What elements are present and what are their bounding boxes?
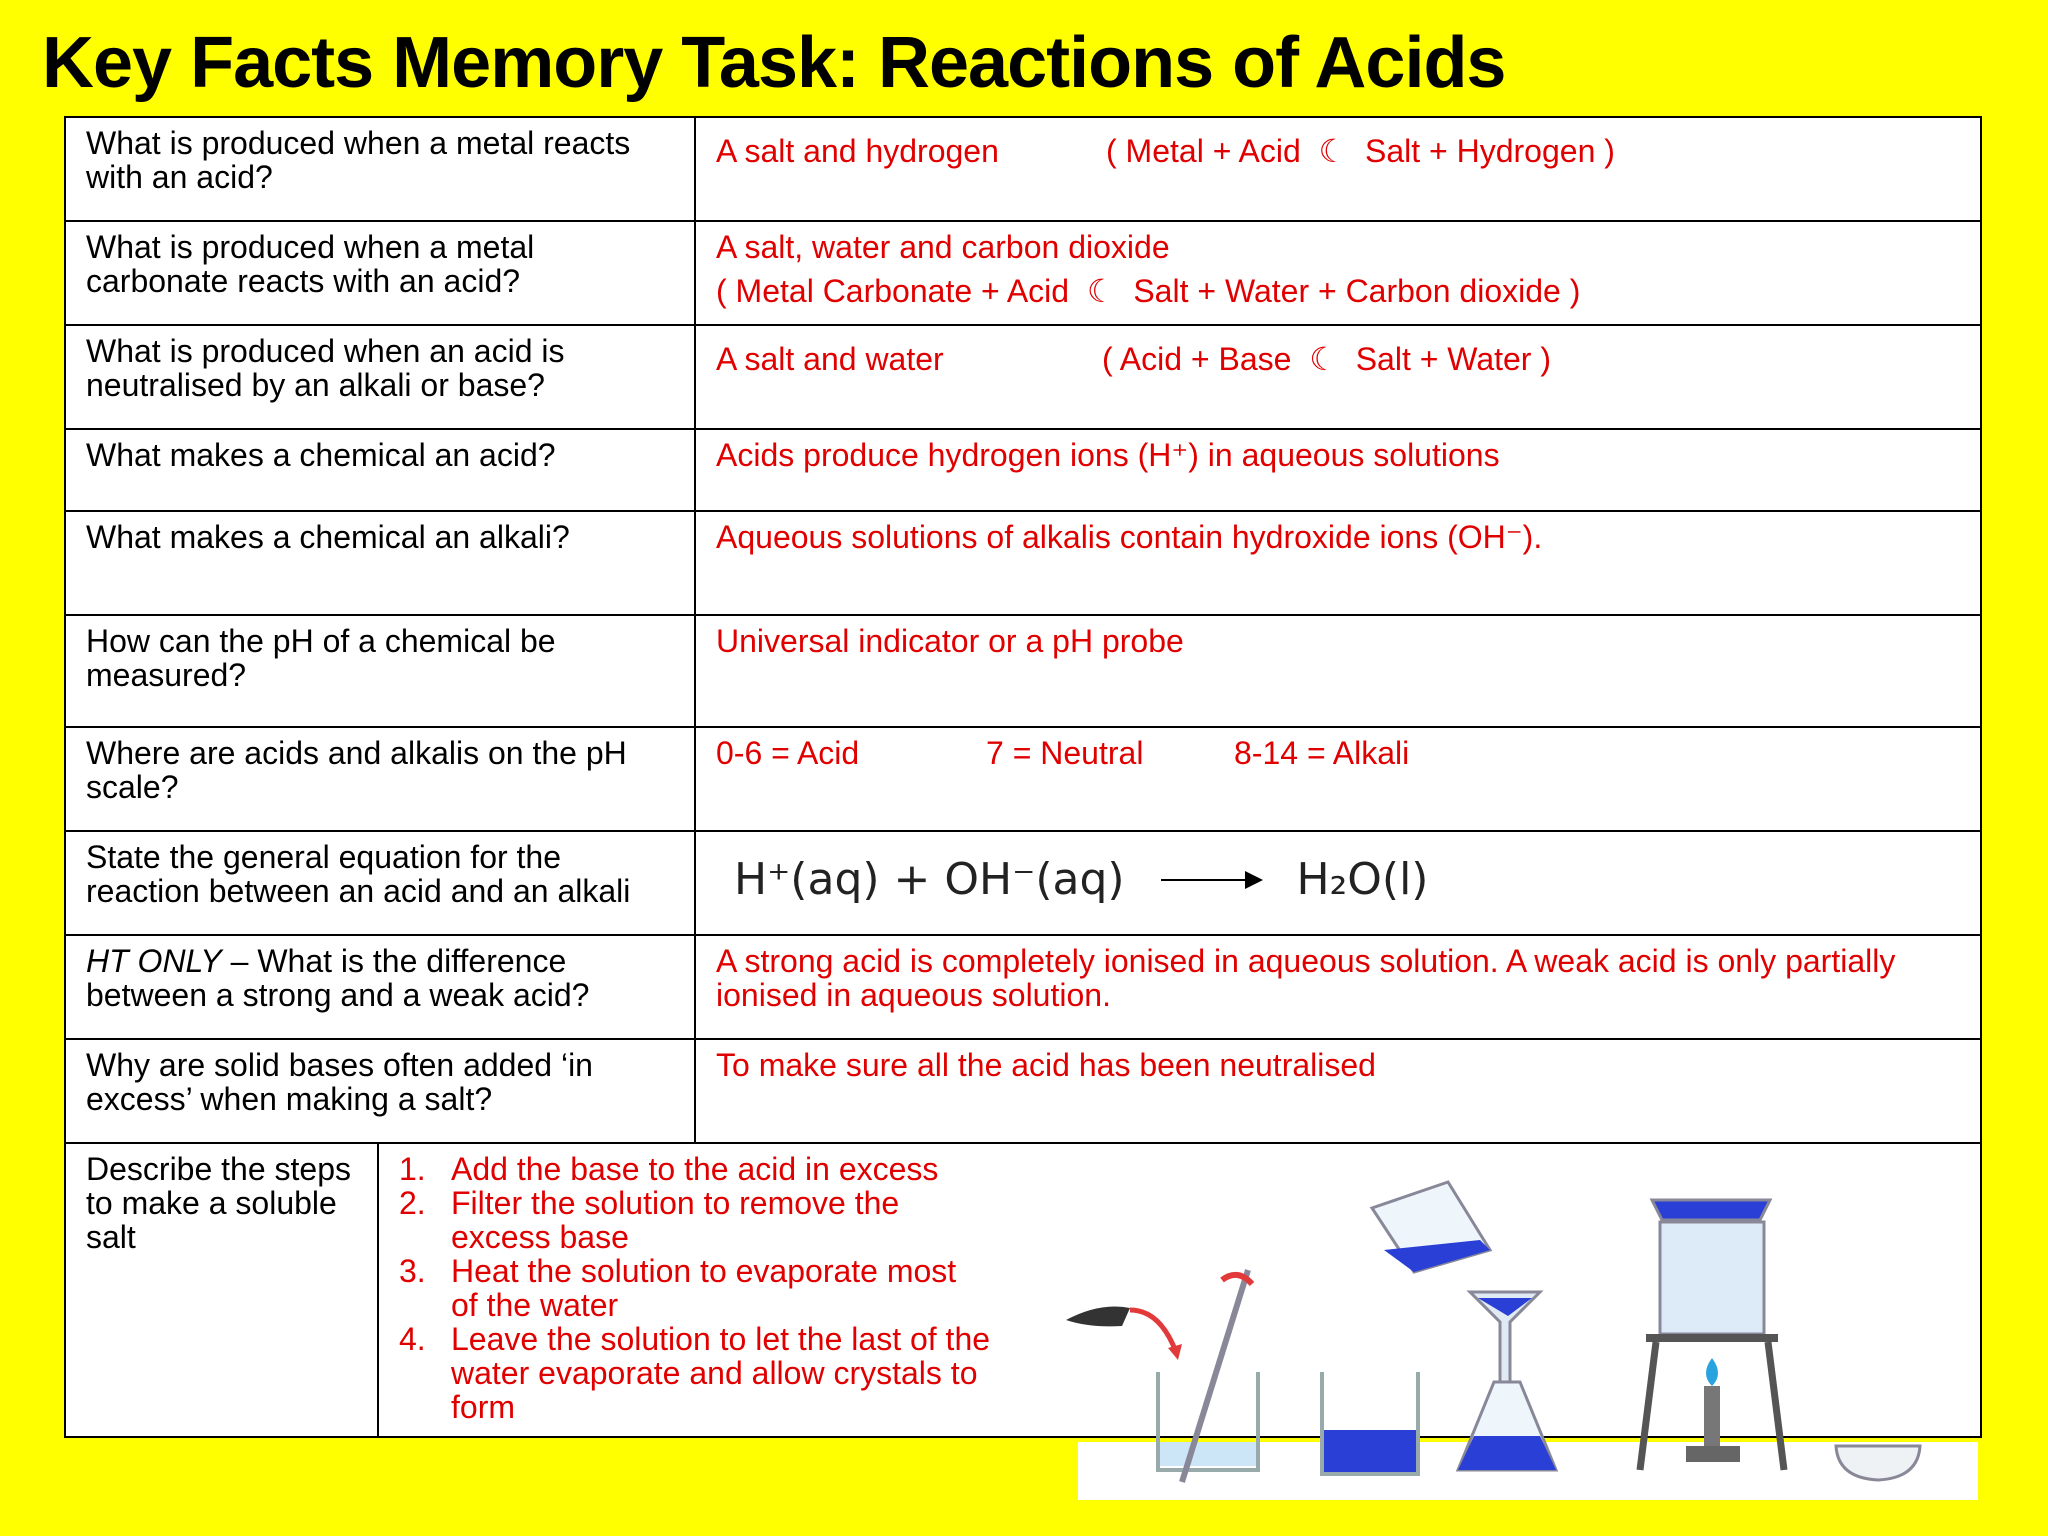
table-row (65, 325, 1981, 429)
answer-cell (695, 325, 1981, 429)
ht-only-label: HT ONLY (86, 943, 222, 979)
filtered-solution-beaker-icon (1322, 1372, 1418, 1474)
answer-cell (695, 221, 1981, 325)
question-cell: State the general equation for the reaction between an acid and an alkali (65, 831, 695, 935)
answer-text: A salt and hydrogen (716, 133, 999, 169)
answer-cell: Acids produce hydrogen ions (H⁺) in aqueous solutions (695, 429, 1981, 511)
answer-cell: Universal indicator or a pH probe (695, 615, 1981, 727)
page-title: Key Facts Memory Task: Reactions of Acids (42, 23, 1506, 103)
arrow-icon (1161, 879, 1261, 881)
question-cell: Describe the steps to make a soluble salt (65, 1143, 378, 1437)
step-number: 2. (399, 1185, 426, 1221)
ionic-equation (734, 854, 1962, 906)
ph-neutral: 7 = Neutral (986, 735, 1144, 771)
answer-cell (695, 831, 1981, 935)
table-row (65, 935, 1981, 1039)
equation-text: ( Acid + Base ☾ Salt + Water ) (1102, 341, 1551, 377)
question-cell: What makes a chemical an alkali? (65, 511, 695, 615)
question-cell: How can the pH of a chemical be measured? (65, 615, 695, 727)
question-cell: What is produced when a metal reacts with an acid? (65, 117, 695, 221)
ionic-right: H₂O(l) (1296, 854, 1429, 905)
answer-text: A salt, water and carbon dioxide (716, 229, 1170, 265)
answer-cell (695, 117, 1981, 221)
ph-alkali: 8-14 = Alkali (1234, 735, 1410, 771)
answer-cell: To make sure all the acid has been neutralised (695, 1039, 1981, 1143)
answer-cell: A strong acid is completely ionised in aqueous solution. A weak acid is only partially ionised in aqueous solution. (695, 935, 1981, 1039)
table-row (65, 429, 1981, 511)
question-cell: What is produced when a metal carbonate reacts with an acid? (65, 221, 695, 325)
step-number: 3. (399, 1253, 426, 1289)
table-row (65, 221, 1981, 325)
question-cell (65, 935, 695, 1039)
answer-cell (695, 727, 1981, 831)
step-number: 1. (399, 1151, 426, 1187)
ionic-left: H⁺(aq) + OH⁻(aq) (734, 854, 1125, 905)
table-row (65, 615, 1981, 727)
table-row (65, 1039, 1981, 1143)
table-row (65, 727, 1981, 831)
question-cell: Why are solid bases often added ‘in excess’ when making a salt? (65, 1039, 695, 1143)
step-text: Heat the solution to evaporate most of the water (451, 1253, 957, 1323)
equation-text: ( Metal Carbonate + Acid ☾ Salt + Water + Carbon dioxide ) (716, 273, 1581, 309)
spatula-icon (1066, 1307, 1182, 1361)
step-text: Filter the solution to remove the excess base (451, 1185, 900, 1255)
filter-funnel-icon (1372, 1182, 1556, 1470)
beaker-stirring-icon (1158, 1270, 1258, 1482)
salt-preparation-illustration (1060, 1160, 1980, 1500)
step-number: 4. (399, 1321, 426, 1357)
equation-text: ( Metal + Acid ☾ Salt + Hydrogen ) (1106, 133, 1615, 169)
answer-cell: Aqueous solutions of alkalis contain hydroxide ions (OH⁻). (695, 511, 1981, 615)
ph-acid: 0-6 = Acid (716, 735, 860, 771)
step-text: Leave the solution to let the last of the water evaporate and allow crystals to form (451, 1321, 991, 1425)
answer-text: A salt and water (716, 341, 944, 377)
table-row (65, 831, 1981, 935)
table-row (65, 117, 1981, 221)
evaporating-dish-on-tripod-icon (1640, 1200, 1784, 1470)
question-text: – What is the difference between a strong and a weak acid? (86, 943, 590, 1013)
question-cell: What makes a chemical an acid? (65, 429, 695, 511)
table-row (65, 511, 1981, 615)
question-cell: What is produced when an acid is neutralised by an alkali or base? (65, 325, 695, 429)
question-cell: Where are acids and alkalis on the pH scale? (65, 727, 695, 831)
step-text: Add the base to the acid in excess (451, 1151, 939, 1187)
